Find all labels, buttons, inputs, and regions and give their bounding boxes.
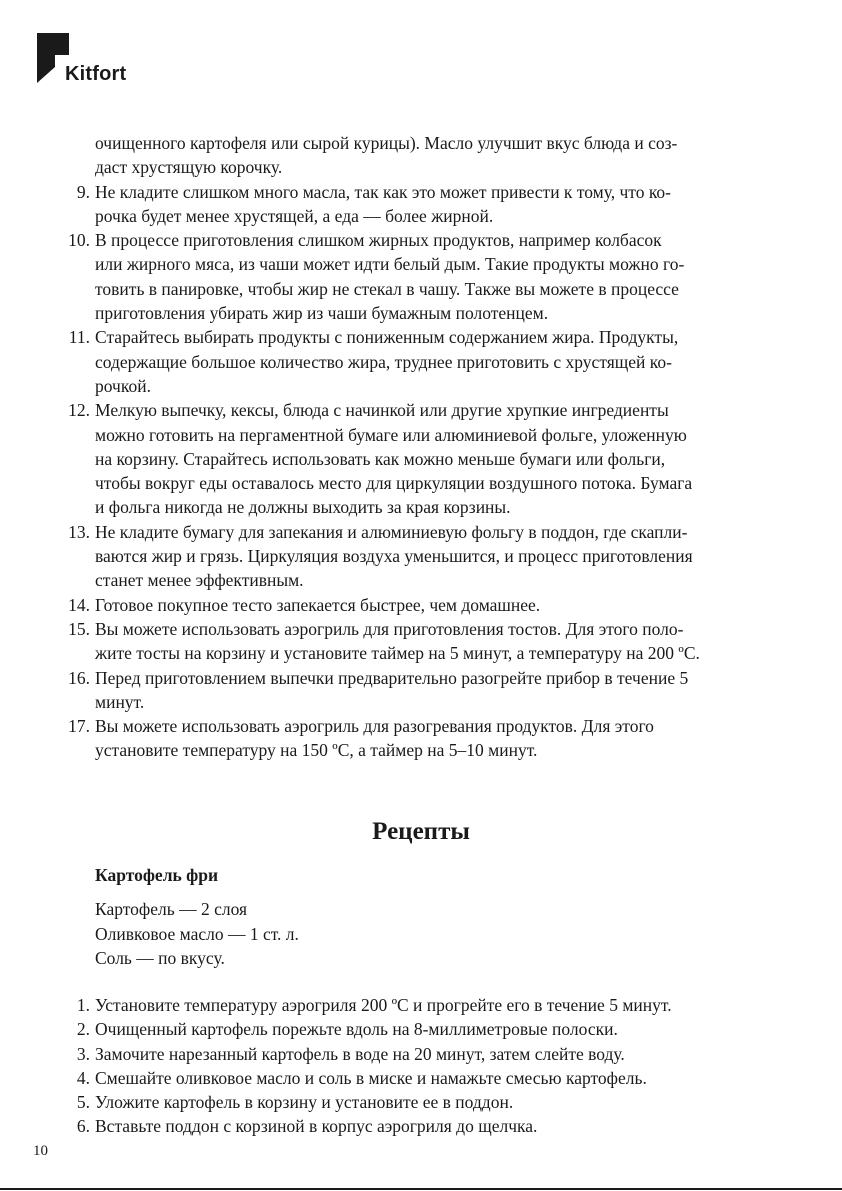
step-text: Установите температуру аэрогриля 200 ºC и прогрейте его в течение 5 минут. [95, 995, 672, 1015]
ingredient-item: Оливковое масло — 1 ст. л. [95, 923, 299, 944]
step-text: Вставьте поддон с корзиной в корпус аэрогриля до щелчка. [95, 1116, 538, 1137]
text-line: Готовое покупное тесто запекается быстрее, чем домашнее. [95, 594, 541, 615]
text-line: Не кладите бумагу для запекания и алюминиевую фольгу в поддон, где скапли- [95, 521, 688, 542]
step-text: Смешайте оливковое масло и соль в миске и намажьте смесью картофель. [95, 1067, 647, 1088]
tip-item [68, 325, 785, 398]
ingredient-item: Картофель — 2 слоя [95, 899, 248, 920]
tip-number: 12. [68, 400, 90, 421]
step-text: Уложите картофель в корзину и установите ее в поддон. [95, 1092, 514, 1113]
text-line: рочка будет менее хрустящей, а еда — более жирной. [95, 205, 494, 226]
page-number: 10 [33, 1143, 48, 1159]
text-line: очищенного картофеля или сырой курицы). Масло улучшит вкус блюда и соз- [95, 133, 678, 153]
step-item [76, 1042, 785, 1066]
tip-item [68, 666, 785, 715]
text-line: даст хрустящую корочку. [95, 157, 283, 178]
text-line: В процессе приготовления слишком жирных продуктов, например колбасок [95, 230, 662, 251]
text-line: установите температуру на 150 ºC, а таймер на 5–10 минут. [95, 740, 538, 761]
step-text: Очищенный картофель порежьте вдоль на 8-миллиметровые полоски. [95, 1019, 618, 1040]
step-item [76, 1090, 785, 1114]
steps-list [76, 993, 785, 1139]
step-text: Замочите нарезанный картофель в воде на 20 минут, затем слейте воду. [95, 1043, 625, 1064]
text-line: рочкой. [95, 375, 151, 396]
section-heading: Рецепты [372, 818, 470, 845]
continuation-paragraph [95, 131, 785, 180]
tip-number: 10. [68, 230, 90, 251]
tip-number: 15. [68, 618, 90, 639]
tip-item [76, 180, 785, 229]
text-line: можно готовить на пергаментной бумаге или алюминиевой фольге, уложенную [95, 424, 687, 445]
ingredients-list [95, 897, 785, 970]
tip-number: 13. [68, 521, 90, 542]
text-line: или жирного мяса, из чаши может идти белый дым. Такие продукты можно го- [95, 254, 685, 275]
step-item [76, 1066, 785, 1090]
tip-number: 14. [68, 594, 90, 615]
step-number: 2. [76, 1019, 90, 1040]
recipe-steps [76, 993, 785, 1139]
step-number: 4. [76, 1067, 90, 1088]
tip-item [68, 398, 785, 519]
step-item [76, 993, 785, 1017]
tip-item [68, 617, 785, 666]
tip-item [68, 520, 785, 593]
text-line: на корзину. Старайтесь использовать как можно меньше бумаги или фольги, [95, 448, 666, 469]
text-line: Вы можете использовать аэрогриль для приготовления тостов. Для этого поло- [95, 618, 684, 639]
step-item [76, 1017, 785, 1041]
text-line: содержащие большое количество жира, труднее приготовить с хрустящей ко- [95, 351, 672, 372]
text-line: и фольга никогда не должны выходить за края корзины. [95, 497, 511, 518]
text-line: минут. [95, 691, 145, 712]
text-line: Мелкую выпечку, кексы, блюда с начинкой или другие хрупкие ингредиенты [95, 400, 669, 421]
step-number: 6. [76, 1116, 90, 1137]
tip-item [68, 593, 785, 617]
tip-number: 9. [76, 181, 90, 202]
tip-item [68, 228, 785, 325]
step-number: 1. [76, 995, 90, 1015]
logo-text: Kitfort [65, 63, 127, 85]
text-line: ваются жир и грязь. Циркуляция воздуха уменьшится, и процесс приготовления [95, 546, 693, 567]
tips-list [68, 180, 785, 763]
text-line: Перед приготовлением выпечки предварительно разогрейте прибор в течение 5 [95, 667, 689, 688]
tip-item [68, 714, 785, 763]
text-line: Не кладите слишком много масла, так как это может привести к тому, что ко- [95, 181, 672, 202]
text-line: товить в панировке, чтобы жир не стекал в чашу. Также вы можете в процессе [95, 278, 679, 299]
recipe [95, 863, 785, 970]
tip-number: 17. [68, 716, 90, 737]
step-number: 3. [76, 1043, 90, 1064]
text-line: жите тосты на корзину и установите таймер на 5 минут, а температуру на 200 ºC. [95, 643, 700, 664]
tip-number: 11. [68, 327, 90, 348]
tip-number: 16. [68, 667, 90, 688]
recipe-title: Картофель фри [95, 865, 219, 885]
bottom-rule [0, 1188, 842, 1190]
text-line: приготовления убирать жир из чаши бумажным полотенцем. [95, 303, 549, 324]
step-number: 5. [76, 1092, 90, 1113]
text-line: станет менее эффективным. [95, 570, 304, 591]
text-line: Вы можете использовать аэрогриль для разогревания продуктов. Для этого [95, 716, 654, 737]
kitfort-logo [33, 33, 143, 88]
text-line: Старайтесь выбирать продукты с пониженным содержанием жира. Продукты, [95, 327, 679, 348]
step-item [76, 1114, 785, 1138]
text-line: чтобы вокруг еды оставалось место для циркуляции воздушного потока. Бумага [95, 473, 693, 494]
tips-content [68, 131, 785, 763]
ingredient-item: Соль — по вкусу. [95, 947, 225, 968]
